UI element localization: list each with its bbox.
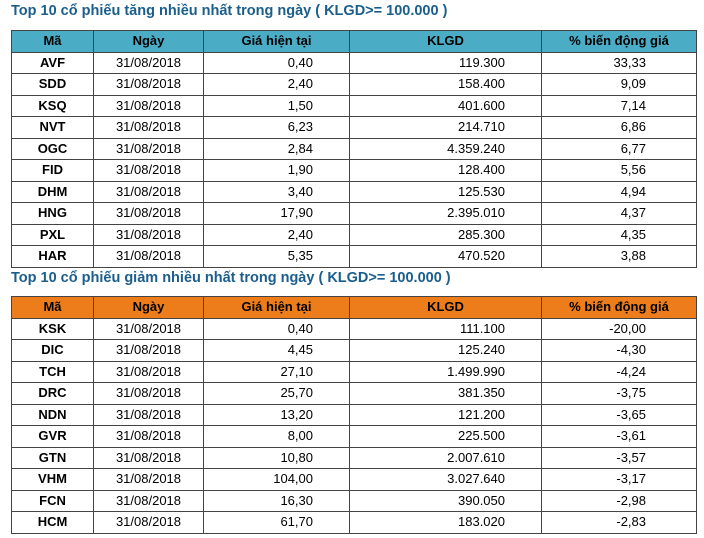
cell-price: 16,30 [204, 490, 350, 512]
cell-code: NVT [12, 117, 94, 139]
cell-date: 31/08/2018 [94, 383, 204, 405]
header-code: Mã [12, 297, 94, 319]
table-row [12, 246, 697, 268]
table-row [12, 512, 697, 534]
cell-volume: 119.300 [350, 52, 542, 74]
cell-price: 3,40 [204, 181, 350, 203]
cell-price: 2,84 [204, 138, 350, 160]
cell-price: 27,10 [204, 361, 350, 383]
header-volume: KLGD [350, 31, 542, 53]
cell-price: 1,90 [204, 160, 350, 182]
cell-price: 0,40 [204, 52, 350, 74]
cell-price: 17,90 [204, 203, 350, 225]
cell-change: 6,86 [542, 117, 697, 139]
cell-date: 31/08/2018 [94, 117, 204, 139]
table-row [12, 340, 697, 362]
cell-change: -4,30 [542, 340, 697, 362]
cell-date: 31/08/2018 [94, 224, 204, 246]
table-row [12, 490, 697, 512]
cell-volume: 3.027.640 [350, 469, 542, 491]
table-header-row [12, 31, 697, 53]
cell-change: 5,56 [542, 160, 697, 182]
cell-price: 8,00 [204, 426, 350, 448]
cell-date: 31/08/2018 [94, 447, 204, 469]
cell-price: 13,20 [204, 404, 350, 426]
cell-date: 31/08/2018 [94, 404, 204, 426]
header-price: Giá hiện tại [204, 297, 350, 319]
cell-change: -4,24 [542, 361, 697, 383]
cell-change: -3,61 [542, 426, 697, 448]
cell-volume: 125.530 [350, 181, 542, 203]
cell-date: 31/08/2018 [94, 95, 204, 117]
cell-volume: 4.359.240 [350, 138, 542, 160]
cell-price: 0,40 [204, 318, 350, 340]
header-price: Giá hiện tại [204, 31, 350, 53]
table-row [12, 383, 697, 405]
table-row [12, 469, 697, 491]
table-row [12, 95, 697, 117]
table-row [12, 447, 697, 469]
table-row [12, 52, 697, 74]
cell-volume: 381.350 [350, 383, 542, 405]
table-row [12, 318, 697, 340]
table-row [12, 361, 697, 383]
cell-date: 31/08/2018 [94, 490, 204, 512]
cell-date: 31/08/2018 [94, 74, 204, 96]
table-row [12, 426, 697, 448]
losers-table [11, 296, 697, 534]
cell-code: DRC [12, 383, 94, 405]
cell-volume: 111.100 [350, 318, 542, 340]
cell-volume: 470.520 [350, 246, 542, 268]
cell-change: 4,35 [542, 224, 697, 246]
cell-code: DHM [12, 181, 94, 203]
cell-change: -20,00 [542, 318, 697, 340]
table-row [12, 224, 697, 246]
cell-change: 6,77 [542, 138, 697, 160]
cell-volume: 125.240 [350, 340, 542, 362]
cell-code: FCN [12, 490, 94, 512]
cell-change: -2,98 [542, 490, 697, 512]
cell-volume: 2.395.010 [350, 203, 542, 225]
cell-code: KSQ [12, 95, 94, 117]
table-row [12, 181, 697, 203]
table-header-row [12, 297, 697, 319]
cell-code: DIC [12, 340, 94, 362]
header-date: Ngày [94, 297, 204, 319]
cell-date: 31/08/2018 [94, 318, 204, 340]
cell-code: VHM [12, 469, 94, 491]
cell-code: KSK [12, 318, 94, 340]
cell-code: FID [12, 160, 94, 182]
cell-price: 10,80 [204, 447, 350, 469]
cell-date: 31/08/2018 [94, 340, 204, 362]
losers-title: Top 10 cổ phiếu giảm nhiều nhất trong ngày ( KLGD>= 100.000 ) [11, 270, 451, 286]
header-change: % biến động giá [542, 31, 697, 53]
cell-code: PXL [12, 224, 94, 246]
cell-price: 104,00 [204, 469, 350, 491]
cell-price: 6,23 [204, 117, 350, 139]
cell-change: 4,94 [542, 181, 697, 203]
cell-date: 31/08/2018 [94, 512, 204, 534]
cell-price: 2,40 [204, 74, 350, 96]
gainers-table [11, 30, 697, 268]
cell-volume: 225.500 [350, 426, 542, 448]
cell-volume: 1.499.990 [350, 361, 542, 383]
cell-code: HAR [12, 246, 94, 268]
cell-price: 25,70 [204, 383, 350, 405]
cell-code: OGC [12, 138, 94, 160]
cell-change: 7,14 [542, 95, 697, 117]
cell-date: 31/08/2018 [94, 426, 204, 448]
header-change: % biến động giá [542, 297, 697, 319]
cell-volume: 158.400 [350, 74, 542, 96]
cell-code: SDD [12, 74, 94, 96]
cell-change: -3,75 [542, 383, 697, 405]
cell-change: 33,33 [542, 52, 697, 74]
table-row [12, 74, 697, 96]
cell-price: 2,40 [204, 224, 350, 246]
gainers-title: Top 10 cổ phiếu tăng nhiều nhất trong ngày ( KLGD>= 100.000 ) [11, 3, 448, 19]
cell-change: -3,65 [542, 404, 697, 426]
table-row [12, 160, 697, 182]
cell-code: HNG [12, 203, 94, 225]
cell-code: GVR [12, 426, 94, 448]
table-row [12, 203, 697, 225]
cell-change: -2,83 [542, 512, 697, 534]
cell-change: 9,09 [542, 74, 697, 96]
cell-date: 31/08/2018 [94, 52, 204, 74]
cell-price: 5,35 [204, 246, 350, 268]
cell-change: 3,88 [542, 246, 697, 268]
header-code: Mã [12, 31, 94, 53]
cell-code: HCM [12, 512, 94, 534]
cell-change: -3,57 [542, 447, 697, 469]
cell-volume: 121.200 [350, 404, 542, 426]
table-row [12, 117, 697, 139]
cell-volume: 183.020 [350, 512, 542, 534]
cell-volume: 128.400 [350, 160, 542, 182]
cell-price: 1,50 [204, 95, 350, 117]
header-volume: KLGD [350, 297, 542, 319]
cell-date: 31/08/2018 [94, 138, 204, 160]
cell-code: GTN [12, 447, 94, 469]
table-row [12, 404, 697, 426]
cell-volume: 390.050 [350, 490, 542, 512]
cell-date: 31/08/2018 [94, 160, 204, 182]
cell-date: 31/08/2018 [94, 181, 204, 203]
header-date: Ngày [94, 31, 204, 53]
cell-price: 61,70 [204, 512, 350, 534]
cell-date: 31/08/2018 [94, 469, 204, 491]
cell-volume: 285.300 [350, 224, 542, 246]
cell-volume: 214.710 [350, 117, 542, 139]
cell-change: 4,37 [542, 203, 697, 225]
cell-volume: 401.600 [350, 95, 542, 117]
cell-code: NDN [12, 404, 94, 426]
cell-code: AVF [12, 52, 94, 74]
cell-code: TCH [12, 361, 94, 383]
cell-date: 31/08/2018 [94, 361, 204, 383]
cell-price: 4,45 [204, 340, 350, 362]
cell-date: 31/08/2018 [94, 203, 204, 225]
cell-date: 31/08/2018 [94, 246, 204, 268]
table-row [12, 138, 697, 160]
cell-volume: 2.007.610 [350, 447, 542, 469]
cell-change: -3,17 [542, 469, 697, 491]
